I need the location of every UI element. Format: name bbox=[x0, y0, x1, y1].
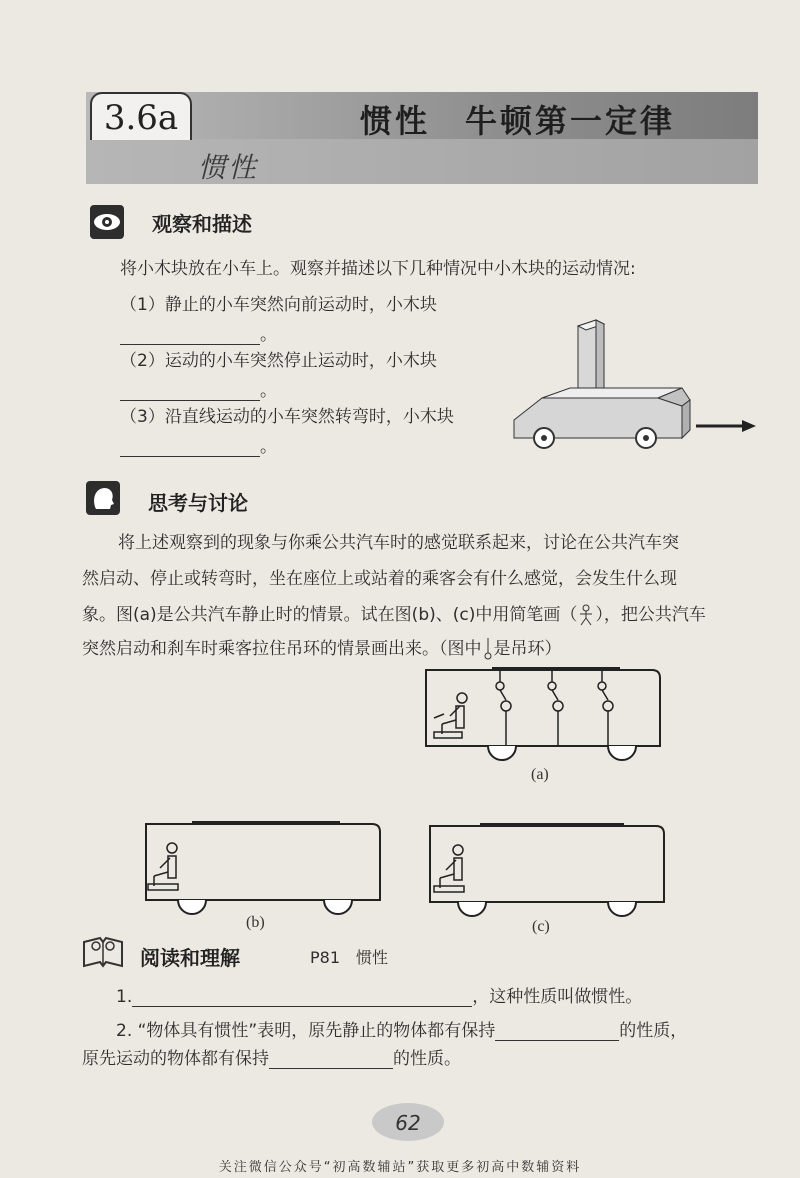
page-number: 62 bbox=[395, 1111, 421, 1135]
caption-b: (b) bbox=[246, 914, 265, 931]
think-line-2: 然启动、停止或转弯时，坐在座位上或站着的乘客会有什么感觉，会发生什么现 bbox=[82, 569, 677, 589]
observe-item-3: （3）沿直线运动的小车突然转弯时，小木块 bbox=[120, 407, 454, 427]
section-number-tab bbox=[90, 92, 192, 140]
answer-blank-q1[interactable] bbox=[132, 988, 472, 1007]
question-2-cont: 原先运动的物体都有保持 的性质。 bbox=[82, 1049, 461, 1069]
toy-cart bbox=[514, 388, 690, 448]
answer-blank-q2a[interactable] bbox=[495, 1022, 619, 1041]
motion-arrow bbox=[696, 420, 756, 432]
observe-heading: 观察和描述 bbox=[152, 212, 252, 236]
think-line-1: 将上述观察到的现象与你乘公共汽车时的感觉联系起来，讨论在公共汽车突 bbox=[118, 533, 679, 553]
think-heading: 思考与讨论 bbox=[148, 491, 248, 515]
bus-diagram-b bbox=[140, 816, 385, 920]
read-heading: 阅读和理解 bbox=[140, 946, 240, 970]
answer-blank-2[interactable]: 。 bbox=[120, 376, 277, 401]
question-1: 1. ，这种性质叫做惯性。 bbox=[116, 987, 643, 1007]
section-number: 3.6a bbox=[103, 98, 179, 138]
answer-blank-3[interactable]: 。 bbox=[120, 432, 277, 457]
observe-item-1: （1）静止的小车突然向前运动时，小木块 bbox=[120, 295, 437, 315]
page-number-badge bbox=[372, 1103, 444, 1141]
answer-blank-1[interactable]: 。 bbox=[120, 320, 277, 345]
caption-c: (c) bbox=[532, 918, 550, 935]
caption-a: (a) bbox=[531, 766, 549, 783]
open-book-icon bbox=[80, 932, 126, 970]
think-line-3: 象。图(a)是公共汽车静止时的情景。试在图(b)、(c)中用简笔画（ ），把公共汽车 bbox=[82, 605, 706, 625]
header-bottom-bar bbox=[86, 139, 758, 184]
head-silhouette-icon bbox=[86, 481, 120, 515]
footer-note: 关注微信公众号“初高数辅站”获取更多初高中数辅资料 bbox=[218, 1160, 582, 1175]
eye-icon bbox=[90, 205, 124, 239]
read-reference: P81 惯性 bbox=[310, 948, 389, 967]
think-line-4: 突然启动和刹车时乘客拉住吊环的情景画出来。（图中 是吊环） bbox=[82, 639, 562, 659]
stick-figure-icon bbox=[577, 604, 595, 626]
bus-diagram-a bbox=[420, 662, 665, 770]
observe-intro: 将小木块放在小车上。观察并描述以下几种情况中小木块的运动情况: bbox=[120, 259, 636, 279]
chapter-title: 惯性 牛顿第一定律 bbox=[360, 102, 676, 140]
observe-item-2: （2）运动的小车突然停止运动时，小木块 bbox=[120, 351, 437, 371]
hand-ring-icon bbox=[482, 638, 494, 660]
section-subtitle: 惯性 bbox=[198, 151, 259, 184]
question-2: 2. “物体具有惯性”表明，原先静止的物体都有保持 的性质， bbox=[116, 1021, 688, 1041]
bus-diagram-c bbox=[424, 818, 669, 922]
answer-blank-q2b[interactable] bbox=[269, 1050, 393, 1069]
cart-with-block-illustration bbox=[506, 316, 762, 458]
